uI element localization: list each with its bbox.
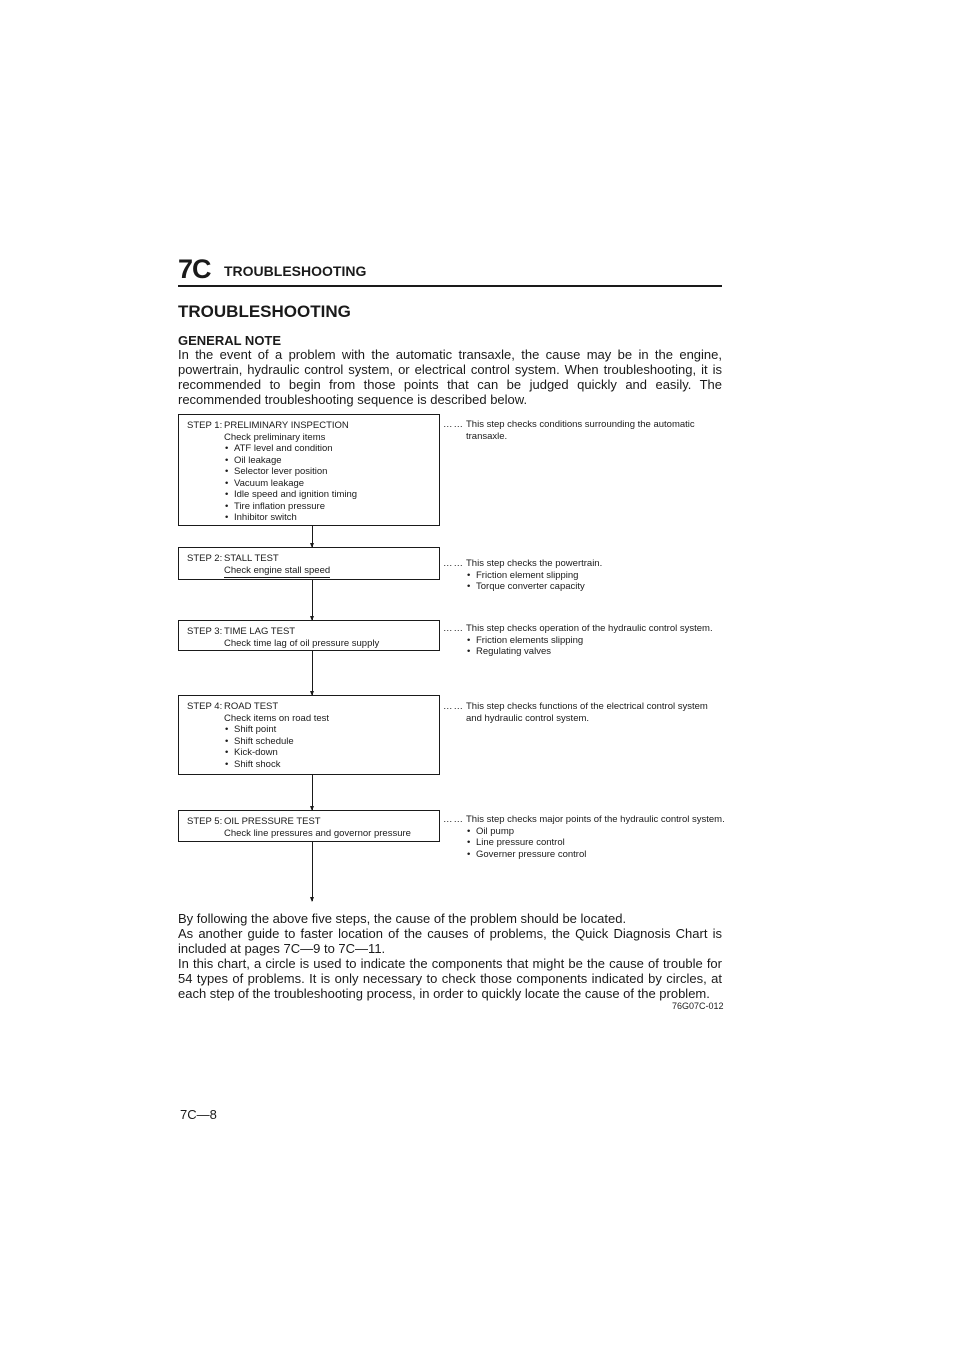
flow-arrow xyxy=(312,842,313,901)
leader-dots: …… xyxy=(443,701,464,712)
step-1-item: • Oil leakage xyxy=(224,455,437,467)
step-4-name: ROAD TEST xyxy=(224,701,279,712)
step-2-box xyxy=(178,547,440,580)
step-1-item: • Tire inflation pressure xyxy=(224,501,437,513)
header-rule xyxy=(178,285,722,287)
step-1-item: • Idle speed and ignition timing xyxy=(224,489,437,501)
step-2-body xyxy=(224,553,437,578)
step-2-check: Check engine stall speed xyxy=(224,565,330,579)
closing-text xyxy=(178,911,722,1001)
flow-arrow xyxy=(312,526,313,547)
step-5-body xyxy=(224,816,437,839)
step-3-desc-line: This step checks operation of the hydraulic control system. xyxy=(466,623,713,634)
step-4-desc-line: This step checks functions of the electrical control system xyxy=(466,701,708,712)
step-1-name: PRELIMINARY INSPECTION xyxy=(224,420,349,431)
leader-dots: …… xyxy=(443,558,464,569)
step-1-desc-line: This step checks conditions surrounding the automatic xyxy=(466,419,695,430)
flow-arrow xyxy=(312,580,313,620)
step-2-desc-line: This step checks the powertrain. xyxy=(466,558,603,569)
step-5-desc-line: This step checks major points of the hydraulic control system. xyxy=(466,814,725,825)
leader-dots: …… xyxy=(443,623,464,634)
general-note-text: In the event of a problem with the automatic transaxle, the cause may be in the engine, powertrain, hydraulic control system, or electrical control system. When troubleshooting, it is recommended to begin from those points that can be judged quickly and easily. The recommended troubleshooting sequence is described below. xyxy=(178,347,722,407)
step-3-desc-item: • Friction elements slipping xyxy=(466,635,725,647)
step-1-item: • Vacuum leakage xyxy=(224,478,437,490)
leader-dots: …… xyxy=(443,814,464,825)
step-4-label: STEP 4: xyxy=(187,701,223,712)
step-5-label: STEP 5: xyxy=(187,816,223,827)
step-1-label: STEP 1: xyxy=(187,420,223,431)
step-4-item: • Shift schedule xyxy=(224,736,437,748)
step-3-desc-item: • Regulating valves xyxy=(466,646,725,658)
step-1-body xyxy=(224,420,437,524)
section-title: TROUBLESHOOTING xyxy=(224,263,367,279)
step-2-label: STEP 2: xyxy=(187,553,223,564)
step-1-check: Check preliminary items xyxy=(224,431,326,443)
step-2-name: STALL TEST xyxy=(224,553,279,564)
flow-arrow xyxy=(312,775,313,810)
step-4-desc-line: and hydraulic control system. xyxy=(466,712,590,724)
step-3-box xyxy=(178,620,440,651)
reference-code: 76G07C-012 xyxy=(672,1001,724,1011)
step-5-desc-item: • Governer pressure control xyxy=(466,849,725,861)
step-1-box xyxy=(178,414,440,526)
step-4-item: • Shift shock xyxy=(224,759,437,771)
section-header xyxy=(178,254,722,284)
step-1-item: • Selector lever position xyxy=(224,466,437,478)
step-5-check: Check line pressures and governor pressure xyxy=(224,827,411,839)
step-4-item: • Shift point xyxy=(224,724,437,736)
step-5-box xyxy=(178,810,440,842)
step-5-desc-item: • Line pressure control xyxy=(466,837,725,849)
step-3-check: Check time lag of oil pressure supply xyxy=(224,637,380,649)
step-1-item: • ATF level and condition xyxy=(224,443,437,455)
step-4-item: • Kick-down xyxy=(224,747,437,759)
step-3-label: STEP 3: xyxy=(187,626,223,637)
step-2-desc-item: • Friction element slipping xyxy=(466,570,725,582)
general-note-heading: GENERAL NOTE xyxy=(178,333,282,348)
step-2-desc-item: • Torque converter capacity xyxy=(466,581,725,593)
step-3-body xyxy=(224,626,437,649)
step-1-desc-line: transaxle. xyxy=(466,430,508,442)
flow-arrow xyxy=(312,651,313,695)
closing-paragraph: By following the above five steps, the cause of the problem should be located. xyxy=(178,911,627,926)
step-5-name: OIL PRESSURE TEST xyxy=(224,816,321,827)
closing-paragraph: In this chart, a circle is used to indicate the components that might be the cause of trouble for 54 types of problems. It is only necessary to check those components indicated by circles, at each step of the troubleshooting process, in order to quickly locate the cause of the problem. xyxy=(178,956,722,1001)
step-4-box xyxy=(178,695,440,775)
page-number: 7C—8 xyxy=(180,1107,217,1122)
page-title: TROUBLESHOOTING xyxy=(178,302,351,321)
step-3-name: TIME LAG TEST xyxy=(224,626,296,637)
leader-dots: …… xyxy=(443,419,464,430)
step-5-desc-item: • Oil pump xyxy=(466,826,725,838)
step-4-check: Check items on road test xyxy=(224,712,330,724)
step-1-item: • Inhibitor switch xyxy=(224,512,437,524)
step-4-body xyxy=(224,701,437,770)
section-number: 7C xyxy=(178,254,211,284)
closing-paragraph: As another guide to faster location of the causes of problems, the Quick Diagnosis Chart is included at pages 7C—9 to 7C—11. xyxy=(178,926,722,956)
